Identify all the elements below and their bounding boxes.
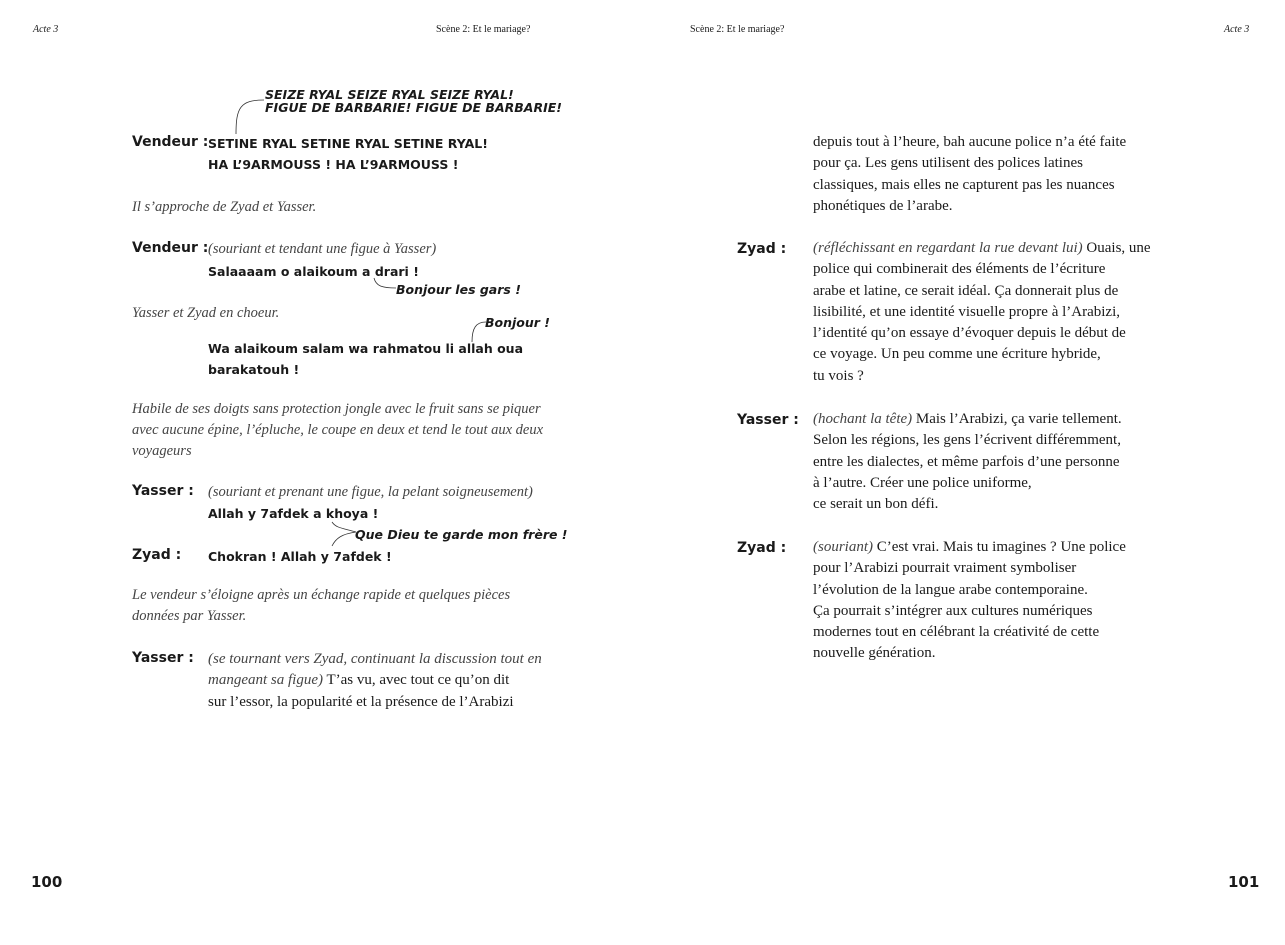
dialogue-line: tu vois ? [813, 367, 864, 384]
dialogue-line: l’évolution de la langue arabe contemporaine. [813, 581, 1088, 598]
stage-parenthetical: (souriant) [813, 539, 873, 555]
dialogue-line: barakatouh ! [208, 362, 300, 377]
stage-parenthetical: (souriant et tendant une figue à Yasser) [208, 241, 437, 257]
gloss-connector [230, 98, 270, 138]
dialogue-line: classiques, mais elles ne capturent pas les nuances [813, 176, 1115, 193]
dialogue-line: pour l’Arabizi pourrait vraiment symboliser [813, 560, 1077, 577]
gloss-line: FIGUE DE BARBARIE! FIGUE DE BARBARIE! [265, 100, 562, 115]
speaker-name: Vendeur : [132, 240, 209, 256]
right-page [642, 0, 1285, 945]
stage-line: Habile de ses doigts sans protection jongle avec le fruit sans se piquer [132, 401, 541, 417]
stage-line: voyageurs [132, 443, 192, 459]
stage-direction [132, 399, 552, 462]
running-header-act: Acte 3 [1224, 24, 1250, 35]
dialogue-line: Wa alaikoum salam wa rahmatou li allah oua [208, 341, 524, 356]
dialogue [813, 238, 1151, 387]
running-header-act: Acte 3 [33, 24, 59, 35]
dialogue-line: Allah y 7afdek a khoya ! [208, 506, 379, 521]
dialogue-line: lisibilité, et une identité visuelle propre à l’Arabizi, [813, 303, 1120, 320]
running-header-scene: Scène 2: Et le mariage? [436, 24, 531, 35]
dialogue-continued [813, 132, 1126, 217]
stage-parenthetical: (souriant et prenant une figue, la pelant soigneusement) [208, 484, 533, 500]
dialogue-line: sur l’essor, la popularité et la présence de l’Arabizi [208, 693, 514, 710]
dialogue-line: Ça pourrait s’intégrer aux cultures numériques [813, 602, 1093, 619]
stage-direction: Yasser et Zyad en choeur. [132, 305, 280, 321]
gloss-line: SEIZE RYAL SEIZE RYAL SEIZE RYAL! [265, 87, 514, 102]
dialogue-arabizi [208, 338, 523, 380]
dialogue-line: HA L’9ARMOUSS ! HA L’9ARMOUSS ! [208, 157, 459, 172]
speaker-name: Yasser : [132, 483, 194, 499]
dialogue-line: l’identité qu’on essaye d’évoquer depuis le début de [813, 325, 1126, 342]
dialogue [813, 537, 1126, 665]
dialogue-line: ce voyage. Un peu comme une écriture hybride, [813, 346, 1101, 363]
stage-direction: Il s’approche de Zyad et Yasser. [132, 199, 317, 215]
stage-parenthetical: mangeant sa figue) [208, 672, 323, 689]
stage-line: avec aucune épine, l’épluche, le coupe en deux et tend le tout aux deux [132, 422, 544, 438]
dialogue-line: ce serait un bon défi. [813, 496, 939, 513]
stage-line: Le vendeur s’éloigne après un échange rapide et quelques pièces [132, 587, 511, 603]
dialogue-line: nouvelle génération. [813, 645, 936, 662]
running-header-scene: Scène 2: Et le mariage? [690, 24, 785, 35]
speaker-name: Yasser : [737, 412, 799, 428]
dialogue-line: à l’autre. Créer une police uniforme, [813, 474, 1032, 491]
page-number: 100 [31, 873, 63, 891]
stage-parenthetical: (se tournant vers Zyad, continuant la discussion tout en [208, 651, 542, 667]
dialogue-line: pour ça. Les gens utilisent des polices latines [813, 155, 1083, 172]
dialogue-line: Chokran ! Allah y 7afdek ! [208, 549, 392, 564]
stage-direction [132, 585, 510, 627]
dialogue-line: police qui combinerait des éléments de l’écriture [813, 261, 1106, 278]
dialogue-arabizi [208, 133, 488, 175]
left-page [0, 0, 642, 945]
page-number: 101 [1228, 873, 1260, 891]
speaker-name: Zyad : [132, 547, 182, 563]
dialogue-line: SETINE RYAL SETINE RYAL SETINE RYAL! [208, 136, 488, 151]
dialogue-text: Ouais, une [1082, 240, 1151, 256]
dialogue-line: Selon les régions, les gens l’écrivent différemment, [813, 432, 1121, 449]
dialogue-line: entre les dialectes, et même parfois d’une personne [813, 453, 1120, 470]
dialogue-line: modernes tout en célébrant la créativité de cette [813, 624, 1100, 641]
speaker-name: Yasser : [132, 650, 194, 666]
dialogue [208, 649, 542, 713]
gloss-translation: Bonjour les gars ! [396, 282, 521, 297]
speaker-name: Zyad : [737, 241, 787, 257]
speaker-name: Vendeur : [132, 134, 209, 150]
speaker-name: Zyad : [737, 540, 787, 556]
dialogue-line: arabe et latine, ce serait idéal. Ça donnerait plus de [813, 282, 1119, 299]
dialogue-text: T’as vu, avec tout ce qu’on dit [322, 672, 510, 689]
dialogue [813, 409, 1122, 515]
stage-line: données par Yasser. [132, 608, 247, 624]
dialogue-text: Mais l’Arabizi, ça varie tellement. [912, 411, 1122, 427]
dialogue-line: Salaaaam o alaikoum a drari ! [208, 264, 419, 279]
stage-parenthetical: (hochant la tête) [813, 411, 913, 427]
gloss-translation: Bonjour ! [485, 315, 551, 330]
dialogue-line: depuis tout à l’heure, bah aucune police n’a été faite [813, 134, 1127, 150]
gloss-translation: Que Dieu te garde mon frère ! [355, 527, 568, 542]
stage-parenthetical: (réfléchissant en regardant la rue devant lui) [813, 240, 1083, 256]
dialogue-text: C’est vrai. Mais tu imagines ? Une police [873, 539, 1126, 555]
dialogue-line: phonétiques de l’arabe. [813, 197, 953, 214]
